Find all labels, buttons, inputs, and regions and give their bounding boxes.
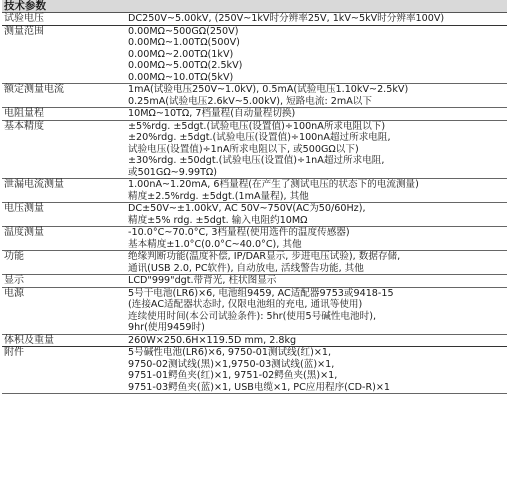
spec-rows — [2, 13, 507, 394]
spec-label: 测量范围 — [4, 25, 44, 37]
spec-value-line: 9751-01鳄鱼夹(红)×1, 9751-02鳄鱼夹(黑)×1, — [128, 370, 338, 381]
spec-label: 体积及重量 — [4, 334, 54, 346]
spec-label: 温度测量 — [4, 227, 44, 238]
spec-value-line: 0.00MΩ~1.00TΩ(500V) — [128, 37, 240, 48]
spec-value — [127, 347, 507, 393]
spec-row-test-voltage — [2, 13, 507, 26]
spec-label: 电压测量 — [4, 203, 44, 214]
spec-label: 功能 — [4, 251, 24, 262]
spec-value-line: -10.0°C~70.0°C, 3档量程(使用选件的温度传感器) — [128, 227, 350, 238]
spec-value-line: ±30%rdg. ±50dgt.(试验电压(设置值)÷1nA超过所求电阻, — [128, 155, 385, 166]
spec-value-line: DC250V~5.00kV, (250V~1kV时分辨率25V, 1kV~5kV时分辨率100V) — [128, 13, 445, 24]
spec-value-line: 试验电压(设置值)÷1nA所求电阻以下, 或500GΩ以下) — [128, 143, 359, 155]
spec-value-line: 5号碱性电池(LR6)×6, 9750-01测试线(红)×1, — [128, 347, 332, 358]
spec-value-line: LCD"999"dgt.带背光, 柱状图显示 — [128, 275, 277, 286]
spec-value-line: 0.25mA(试验电压2.6kV~5.00kV), 短路电流: 2mA以下 — [128, 95, 372, 107]
spec-value-line: 260W×250.6H×119.5D mm, 2.8kg — [128, 334, 297, 346]
spec-value-line: 或501GΩ~9.99TΩ) — [128, 166, 218, 178]
spec-value — [127, 288, 507, 334]
spec-value-line: 9hr(使用9459时) — [128, 322, 205, 333]
spec-label: 电源 — [4, 287, 24, 299]
spec-value-line: 10MΩ~10TΩ, 7档量程(自动量程切换) — [128, 108, 296, 119]
spec-value — [127, 26, 507, 84]
spec-row-leak-current — [2, 179, 507, 203]
spec-value — [127, 13, 507, 25]
spec-value-line: (连接AC适配器状态时, 仅限电池组的充电, 通讯等使用) — [128, 299, 363, 310]
spec-label: 基本精度 — [4, 120, 44, 132]
spec-value — [127, 203, 507, 226]
spec-value-line: 9751-03鳄鱼夹(蓝)×1, USB电缆×1, PC应用程序(CD-R)×1 — [128, 381, 391, 393]
spec-row-rated-current — [2, 84, 507, 108]
spec-value-line: ±20%rdg. ±5dgt.(试验电压(设置值)÷100nA超过所求电阻, — [128, 132, 391, 143]
spec-value-line: 0.00MΩ~500GΩ(250V) — [128, 25, 239, 37]
spec-value-line: 1.00nA~1.20mA, 6档量程(在产生了测试电压的状态下的电流测量) — [128, 179, 419, 190]
spec-table — [2, 0, 507, 394]
spec-label: 泄漏电流测量 — [4, 179, 64, 190]
spec-row-power — [2, 288, 507, 335]
spec-row-voltage-measure — [2, 203, 507, 227]
spec-value-line: 绝缘判断功能(温度补偿, IP/DAR显示, 步进电压试验), 数据存储, — [128, 251, 401, 262]
spec-value-line: DC±50V~±1.00kV, AC 50V~750V(AC为50/60Hz), — [128, 203, 366, 214]
spec-label: 电阻量程 — [4, 108, 44, 119]
spec-row-accessories — [2, 347, 507, 394]
spec-value — [127, 108, 507, 120]
spec-value-line: 5号干电池(LR6)×6, 电池组9459, AC适配器9753或9418-15 — [128, 287, 394, 299]
spec-value — [127, 251, 507, 274]
spec-row-basic-accuracy — [2, 121, 507, 180]
spec-value-line: 0.00MΩ~10.0TΩ(5kV) — [128, 71, 234, 83]
spec-value — [127, 275, 507, 287]
spec-row-display — [2, 275, 507, 288]
spec-value-line: 0.00MΩ~5.00TΩ(2.5kV) — [128, 60, 243, 71]
spec-label: 额定测量电流 — [4, 84, 64, 95]
spec-value-line: 基本精度±1.0°C(0.0°C~40.0°C), 其他 — [128, 238, 302, 250]
spec-row-temperature-measure — [2, 227, 507, 251]
spec-value — [127, 335, 507, 347]
spec-value-line: 精度±2.5%rdg. ±5dgt.(1mA量程), 其他 — [128, 190, 309, 202]
spec-value-line: ±5%rdg. ±5dgt.(试验电压(设置值)÷100nA所求电阻以下) — [128, 120, 386, 132]
spec-value-line: 1mA(试验电压250V~1.0kV), 0.5mA(试验电压1.10kV~2.5kV) — [128, 84, 409, 95]
spec-row-size-weight — [2, 335, 507, 348]
spec-label: 显示 — [4, 275, 24, 286]
spec-value — [127, 84, 507, 107]
spec-label: 试验电压 — [4, 13, 44, 24]
spec-value-line: 连续使用时间(本公司试验条件): 5hr(使用5号碱性电池时), — [128, 310, 377, 322]
spec-label: 附件 — [4, 347, 24, 358]
spec-value-line: 精度±5% rdg. ±5dgt. 输入电阻约10MΩ — [128, 214, 308, 226]
spec-value — [127, 121, 507, 179]
spec-row-resistance-range — [2, 108, 507, 121]
table-title: 技术参数 — [2, 0, 507, 13]
spec-value — [127, 179, 507, 202]
spec-row-measure-range — [2, 26, 507, 85]
spec-value — [127, 227, 507, 250]
spec-value-line: 9750-02测试线(黑)×1,9750-03测试线(蓝)×1, — [128, 358, 335, 370]
spec-value-line: 通讯(USB 2.0, PC软件), 自动放电, 活线警告功能, 其他 — [128, 262, 364, 274]
spec-row-functions — [2, 251, 507, 275]
spec-value-line: 0.00MΩ~2.00TΩ(1kV) — [128, 48, 234, 60]
